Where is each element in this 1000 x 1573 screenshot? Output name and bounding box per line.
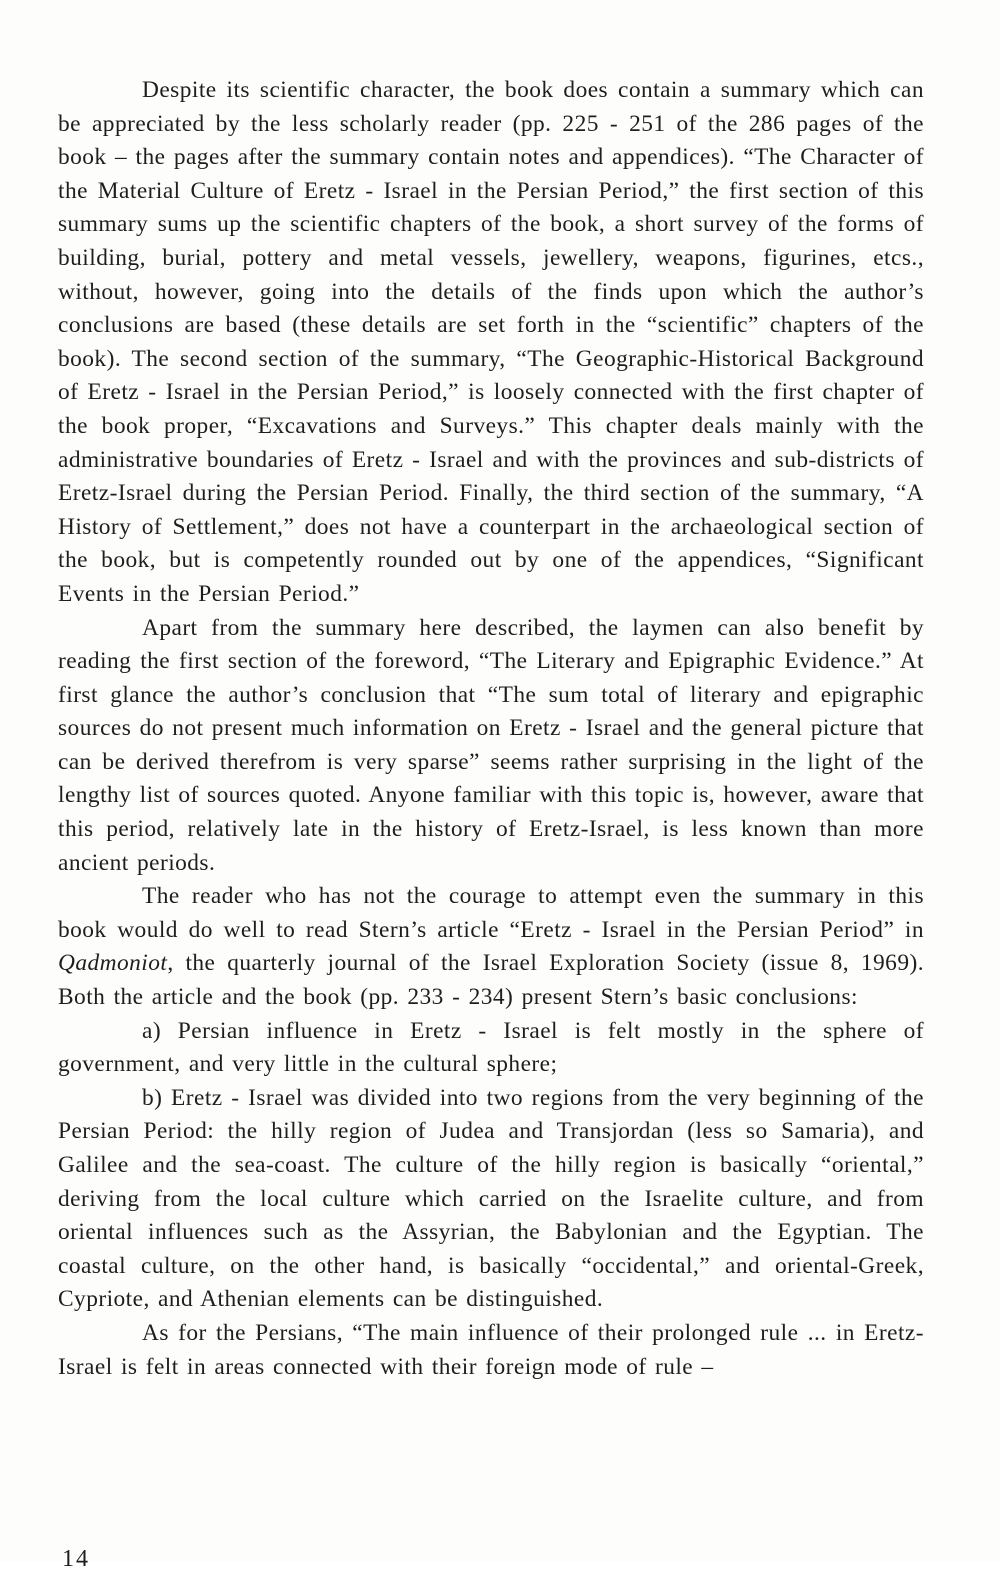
paragraph-stern-article <box>58 880 924 1014</box>
paragraph-text-after-title: , the quarterly journal of the Israel Exploration Society (issue 8, 1969). Both the article and the book (pp. 233 - 234) present Stern’s basic conclusions: <box>58 950 924 1011</box>
paragraph-summary: Despite its scientific character, the book does contain a summary which can be appreciated by the less scholarly reader (pp. 225 - 251 of the 286 pages of the book – the pages after the summary contain notes and appendices). “The Character of the Material Culture of Eretz - Israel in the Persian Period,” the first section of this summary sums up the scientific chapters of the book, a short survey of the forms of building, burial, pottery and metal vessels, jewellery, weapons, figurines, etcs., without, however, going into the details of the finds upon which the author’s conclusions are based (these details are set forth in the “scientific” chapters of the book). The second section of the summary, “The Geographic-Historical Background of Eretz - Israel in the Persian Period,” is loosely connected with the first chapter of the book proper, “Excavations and Surveys.” This chapter deals mainly with the administrative boundaries of Eretz - Israel and with the provinces and sub-districts of Eretz-Israel during the Persian Period. Finally, the third section of the summary, “A History of Settlement,” does not have a counterpart in the archaeological section of the book, but is competently rounded out by one of the appendices, “Significant Events in the Persian Period.” <box>58 77 924 607</box>
journal-title: Qadmoniot <box>58 950 168 977</box>
paragraph-text-before-title: The reader who has not the courage to attempt even the summary in this book would do well to read Stern’s article “Eretz - Israel in the Persian Period” in <box>58 883 924 943</box>
paragraph-persians: As for the Persians, “The main influence of their prolonged rule ... in Eretz-Israel is felt in areas connected with their foreign mode of rule – <box>58 1319 924 1380</box>
page-number: 14 <box>62 1546 90 1572</box>
body-text <box>58 74 924 1384</box>
paragraph-laymen: Apart from the summary here described, the laymen can also benefit by reading the first section of the foreword, “The Literary and Epigraphic Evidence.” At first glance the author’s conclusion that “The sum total of literary and epigraphic sources do not present much information on Eretz - Israel and the general picture that can be derived therefrom is very sparse” seems rather surprising in the light of the lengthy list of sources quoted. Anyone familiar with this topic is, however, aware that this period, relatively late in the history of Eretz-Israel, is less known than more ancient periods. <box>58 614 924 876</box>
conclusion-a: a) Persian influence in Eretz - Israel is felt mostly in the sphere of government, and very little in the cultural sphere; <box>58 1017 924 1078</box>
conclusion-b: b) Eretz - Israel was divided into two regions from the very beginning of the Persian Period: the hilly region of Judea and Transjordan (less so Samaria), and Galilee and the sea-coast. The culture of the hilly region is basically “oriental,” deriving from the local culture which carried on the Israelite culture, and from oriental influences such as the Assyrian, the Babylonian and the Egyptian. The coastal culture, on the other hand, is basically “occidental,” and oriental-Greek, Cypriote, and Athenian elements can be distinguished. <box>58 1084 924 1313</box>
